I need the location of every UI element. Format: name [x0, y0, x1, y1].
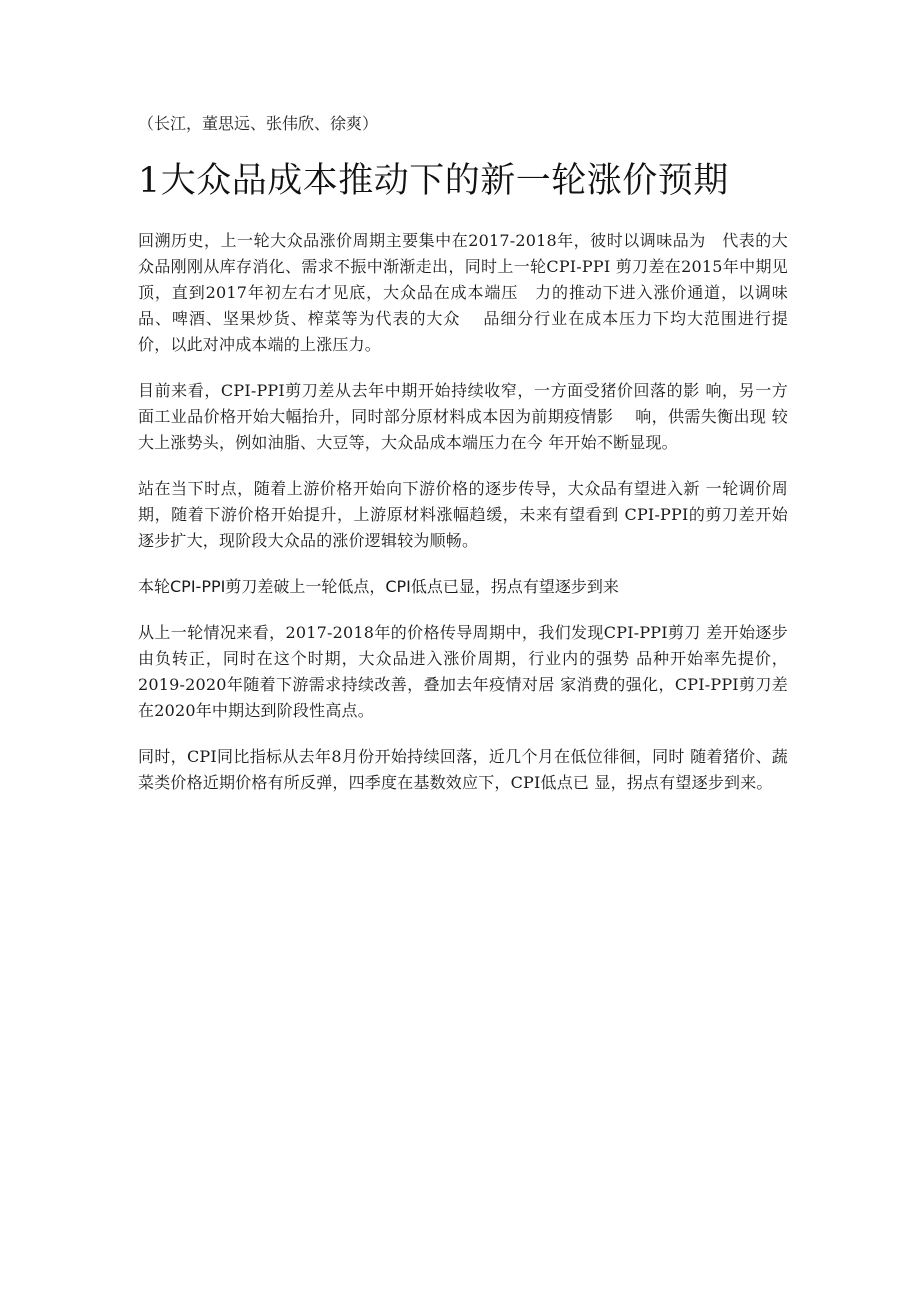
paragraph-outlook: 站在当下时点，随着上游价格开始向下游价格的逐步传导，大众品有望进入新 一轮调价周期，随着下游价格开始提升，上游原材料涨幅趋缓，未来有望看到 CPI-PPI的剪刀差开始逐步扩大，现阶段大众品的涨价逻辑较为顺畅。	[138, 479, 788, 550]
paragraph-history: 回溯历史，上一轮大众品涨价周期主要集中在2017-2018年，彼时以调味品为 代表的大 众品刚刚从库存消化、需求不振中渐渐走出，同时上一轮CPI-PPI 剪刀差在2015年中期见顶，直到2017年初左右才见底，大众品在成本端压 力的推动下进入涨价通道，以调味品、啤酒、坚果炒货、榨菜等为代表的大众 品细分行业在成本压力下均大范围进行提价，以此对冲成本端的上涨压力。	[138, 231, 805, 354]
source-attribution: （长江，董思远、张伟欣、徐爽）	[138, 114, 379, 133]
paragraph-cpi-trend: 同时，CPI同比指标从去年8月份开始持续回落，近几个月在低位徘徊，同时 随着猪价、蔬菜类价格近期价格有所反弹，四季度在基数效应下，CPI低点已 显，拐点有望逐步到来。	[138, 747, 788, 792]
paragraph-current: 目前来看，CPI-PPI剪刀差从去年中期开始持续收窄，一方面受猪价回落的影 响，另一方面工业品价格开始大幅抬升，同时部分原材料成本因为前期疫情影 响，供需失衡出现 较大上涨势头，例如油脂、大豆等，大众品成本端压力在今 年开始不断显现。	[138, 381, 788, 452]
document-page	[138, 110, 805, 816]
paragraph-previous-cycle: 从上一轮情况来看，2017-2018年的价格传导周期中，我们发现CPI-PPI剪刀 差开始逐步由负转正，同时在这个时期，大众品进入涨价周期，行业内的强势 品种开始率先提价，2019-2020年随着下游需求持续改善，叠加去年疫情对居 家消费的强化，CPI-PPI剪刀差在2020年中期达到阶段性高点。	[138, 623, 788, 720]
section-subheading: 本轮CPI-PPI剪刀差破上一轮低点，CPI低点已显，拐点有望逐步到来	[138, 577, 619, 596]
page-title: 1大众品成本推动下的新一轮涨价预期	[138, 161, 729, 201]
